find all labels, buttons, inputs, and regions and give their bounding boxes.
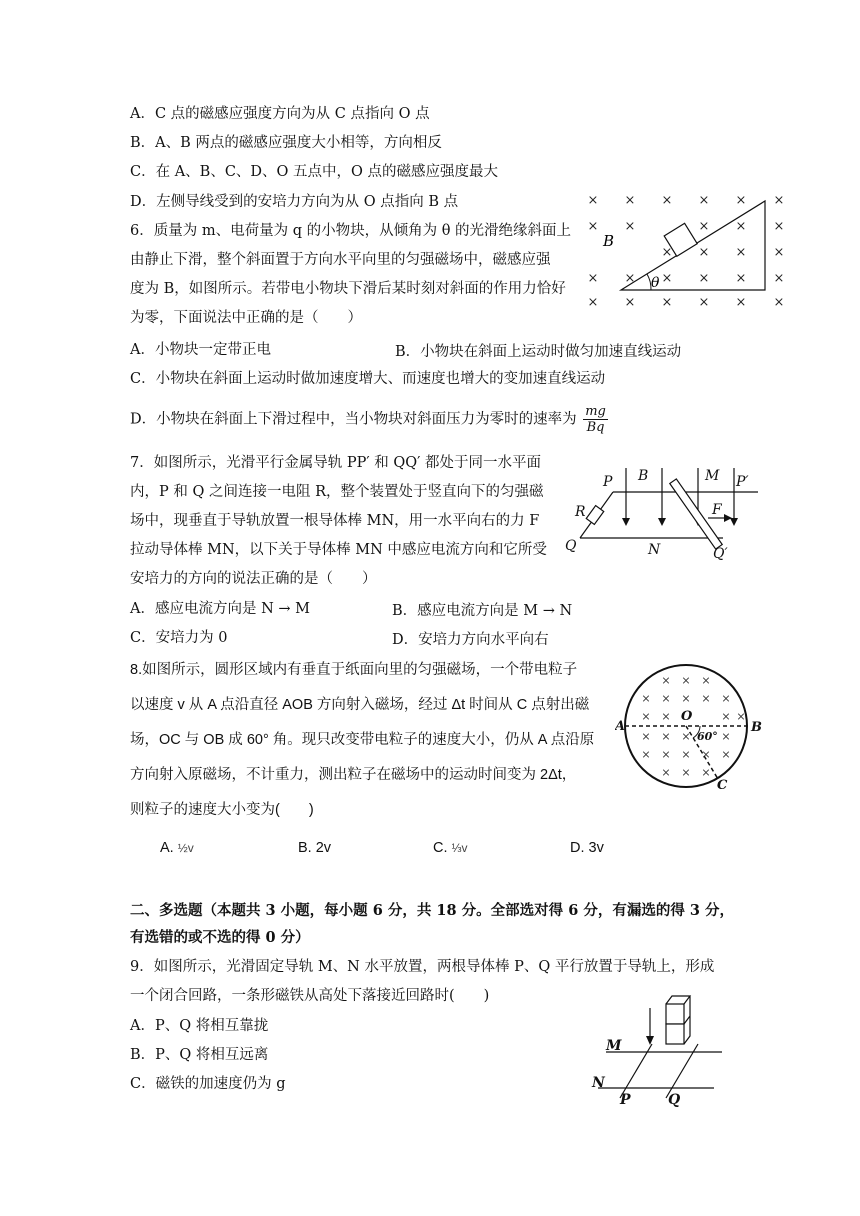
point-c-label: C [717, 778, 728, 792]
q8-stem-line5: 则粒子的速度大小变为( ) [130, 802, 314, 818]
q7-rails-figure [558, 458, 768, 588]
q6-option-d-fraction [583, 404, 608, 435]
svg-text:×: × [661, 295, 673, 310]
svg-text:×: × [641, 692, 651, 705]
q6-fraction-numerator: mg [585, 404, 606, 419]
svg-text:×: × [736, 710, 746, 723]
rod-p-label: P [620, 1092, 631, 1108]
svg-text:×: × [721, 730, 731, 743]
q6-option-b: B．小物块在斜面上运动时做匀加速直线运动 [395, 344, 682, 360]
q5-option-a: A．C 点的磁感应强度方向为从 C 点指向 O 点 [130, 106, 430, 122]
q7-stem-line4: 拉动导体棒 MN，以下关于导体棒 MN 中感应电流方向和它所受 [130, 542, 547, 558]
svg-text:×: × [681, 674, 691, 687]
svg-text:×: × [773, 193, 785, 208]
label-b: B [638, 468, 649, 484]
q6-option-c: C．小物块在斜面上运动时做加速度增大、而速度也增大的变加速直线运动 [130, 371, 606, 387]
svg-text:×: × [735, 245, 747, 260]
field-b-label: B [603, 232, 615, 250]
svg-text:×: × [661, 271, 673, 286]
svg-text:×: × [641, 710, 651, 723]
q7-stem-line5: 安培力的方向的说法正确的是（ ） [130, 571, 377, 587]
svg-text:×: × [681, 730, 691, 743]
svg-text:×: × [773, 295, 785, 310]
svg-text:×: × [624, 193, 636, 208]
section2-heading-line1: 二、多选题（本题共 3 小题，每小题 6 分，共 18 分。全部选对得 6 分，有漏选的得 3 分， [130, 902, 735, 919]
q8-stem-line3: 场，OC 与 OB 成 60° 角。现只改变带电粒子的速度大小，仍从 A 点沿原 [130, 732, 595, 748]
svg-text:×: × [701, 674, 711, 687]
q8-option-c [433, 840, 468, 856]
q5-option-d: D．左侧导线受到的安培力方向为从 O 点指向 B 点 [130, 194, 459, 210]
svg-text:×: × [624, 271, 636, 286]
circle-field-crosses [641, 674, 745, 779]
q9-stem-line2: 一个闭合回路，一条形磁铁从高处下落接近回路时( ) [130, 988, 490, 1004]
q6-option-d [130, 404, 608, 435]
q8-option-c-label: C. [433, 840, 448, 856]
q7-option-b: B．感应电流方向是 M → N [392, 603, 573, 619]
svg-text:×: × [735, 295, 747, 310]
svg-text:×: × [661, 766, 671, 779]
point-a-label: A [615, 719, 626, 734]
rail-m-label: M [606, 1038, 622, 1054]
svg-text:×: × [735, 193, 747, 208]
q8-option-a-label: A. [160, 840, 174, 856]
point-o-label: O [681, 709, 693, 724]
q9-option-b: B．P、Q 将相互远离 [130, 1047, 269, 1063]
svg-text:×: × [587, 193, 599, 208]
svg-text:×: × [773, 219, 785, 234]
label-f: F [712, 502, 722, 518]
point-b-label: B [751, 720, 762, 735]
q9-option-a: A．P、Q 将相互靠拢 [130, 1018, 269, 1034]
label-r: R [575, 504, 586, 520]
svg-text:×: × [773, 271, 785, 286]
svg-text:×: × [661, 730, 671, 743]
svg-text:×: × [698, 193, 710, 208]
q9-option-c: C．磁铁的加速度仍为 g [130, 1076, 286, 1092]
svg-text:×: × [661, 245, 673, 260]
q5-option-b: B．A、B 两点的磁感应强度大小相等，方向相反 [130, 135, 442, 151]
rod-q-label: Q [668, 1092, 681, 1108]
svg-text:×: × [735, 219, 747, 234]
rail-n-label: N [592, 1075, 605, 1091]
q8-option-b: B. 2v [298, 840, 332, 856]
svg-text:×: × [587, 271, 599, 286]
q6-incline-figure [583, 188, 793, 314]
svg-text:×: × [681, 748, 691, 761]
theta-label: θ [651, 275, 660, 291]
svg-text:×: × [701, 766, 711, 779]
q7-stem-line3: 场中，现垂直于导轨放置一根导体棒 MN，用一水平向右的力 F [130, 513, 540, 529]
q6-option-a: A．小物块一定带正电 [130, 342, 271, 358]
q8-option-d: D. 3v [570, 840, 604, 856]
field-crosses [588, 193, 785, 310]
svg-text:×: × [698, 271, 710, 286]
q6-fraction-denominator: Bq [586, 420, 605, 435]
q8-option-c-value: ⅓v [451, 841, 468, 855]
svg-text:×: × [661, 692, 671, 705]
label-p-prime: P′ [736, 474, 749, 490]
svg-text:×: × [681, 766, 691, 779]
svg-text:×: × [661, 193, 673, 208]
magnet-lower [666, 1024, 684, 1044]
svg-text:×: × [735, 271, 747, 286]
section2-heading-line2: 有选错的或不选的得 0 分） [130, 929, 310, 946]
svg-text:×: × [661, 710, 671, 723]
svg-text:×: × [624, 219, 636, 234]
label-p: P [603, 474, 613, 490]
q6-option-d-text: D．小物块在斜面上下滑过程中，当小物块对斜面压力为零时的速率为 [130, 411, 577, 428]
label-q-prime: Q′ [713, 546, 728, 562]
svg-text:×: × [661, 748, 671, 761]
svg-text:×: × [701, 692, 711, 705]
q8-stem-line4: 方向射入原磁场，不计重力，测出粒子在磁场中的运动时间变为 2Δt， [130, 767, 577, 783]
label-n: N [648, 542, 661, 558]
q8-option-a-value: ½v [177, 841, 194, 855]
magnet-upper [666, 1004, 684, 1024]
q8-option-a [160, 840, 194, 856]
q7-option-c: C．安培力为 0 [130, 630, 228, 646]
q9-magnet-figure [588, 988, 728, 1110]
label-q: Q [565, 538, 577, 554]
q5-option-c: C．在 A、B、C、D、O 五点中，O 点的磁感应强度最大 [130, 164, 499, 180]
svg-text:×: × [698, 295, 710, 310]
q8-circle-figure [615, 662, 767, 792]
q8-stem-line1: 8.如图所示，圆形区域内有垂直于纸面向里的匀强磁场，一个带电粒子 [130, 662, 578, 678]
svg-text:×: × [698, 245, 710, 260]
svg-text:×: × [721, 710, 731, 723]
svg-text:×: × [587, 295, 599, 310]
svg-text:×: × [661, 674, 671, 687]
q8-stem-line2: 以速度 v 从 A 点沿直径 AOB 方向射入磁场，经过 Δt 时间从 C 点射出磁 [130, 697, 590, 713]
q6-stem-line1: 6．质量为 m、电荷量为 q 的小物块，从倾角为 θ 的光滑绝缘斜面上 [130, 223, 572, 239]
svg-text:×: × [701, 748, 711, 761]
q6-stem-line2: 由静止下滑，整个斜面置于方向水平向里的匀强磁场中，磁感应强 [130, 252, 551, 268]
q7-option-d: D．安培力方向水平向右 [392, 632, 549, 648]
svg-text:×: × [698, 219, 710, 234]
q6-stem-line3: 度为 B，如图所示。若带电小物块下滑后某时刻对斜面的作用力恰好 [130, 281, 566, 297]
q6-stem-line4: 为零，下面说法中正确的是（ ） [130, 310, 362, 326]
q7-stem-line1: 7．如图所示，光滑平行金属导轨 PP′ 和 QQ′ 都处于同一水平面 [130, 455, 542, 471]
q7-option-a: A．感应电流方向是 N → M [130, 601, 310, 617]
svg-text:×: × [773, 245, 785, 260]
svg-text:×: × [641, 748, 651, 761]
label-m: M [705, 468, 720, 484]
svg-text:×: × [721, 748, 731, 761]
svg-text:×: × [721, 692, 731, 705]
svg-text:×: × [681, 692, 691, 705]
q7-stem-line2: 内，P 和 Q 之间连接一电阻 R，整个装置处于竖直向下的匀强磁 [130, 484, 544, 500]
svg-text:×: × [587, 219, 599, 234]
q9-stem-line1: 9．如图所示，光滑固定导轨 M、N 水平放置，两根导体棒 P、Q 平行放置于导轨上，形成 [130, 959, 715, 975]
angle-60-label: 60° [697, 730, 718, 743]
svg-text:×: × [624, 295, 636, 310]
svg-text:×: × [641, 730, 651, 743]
